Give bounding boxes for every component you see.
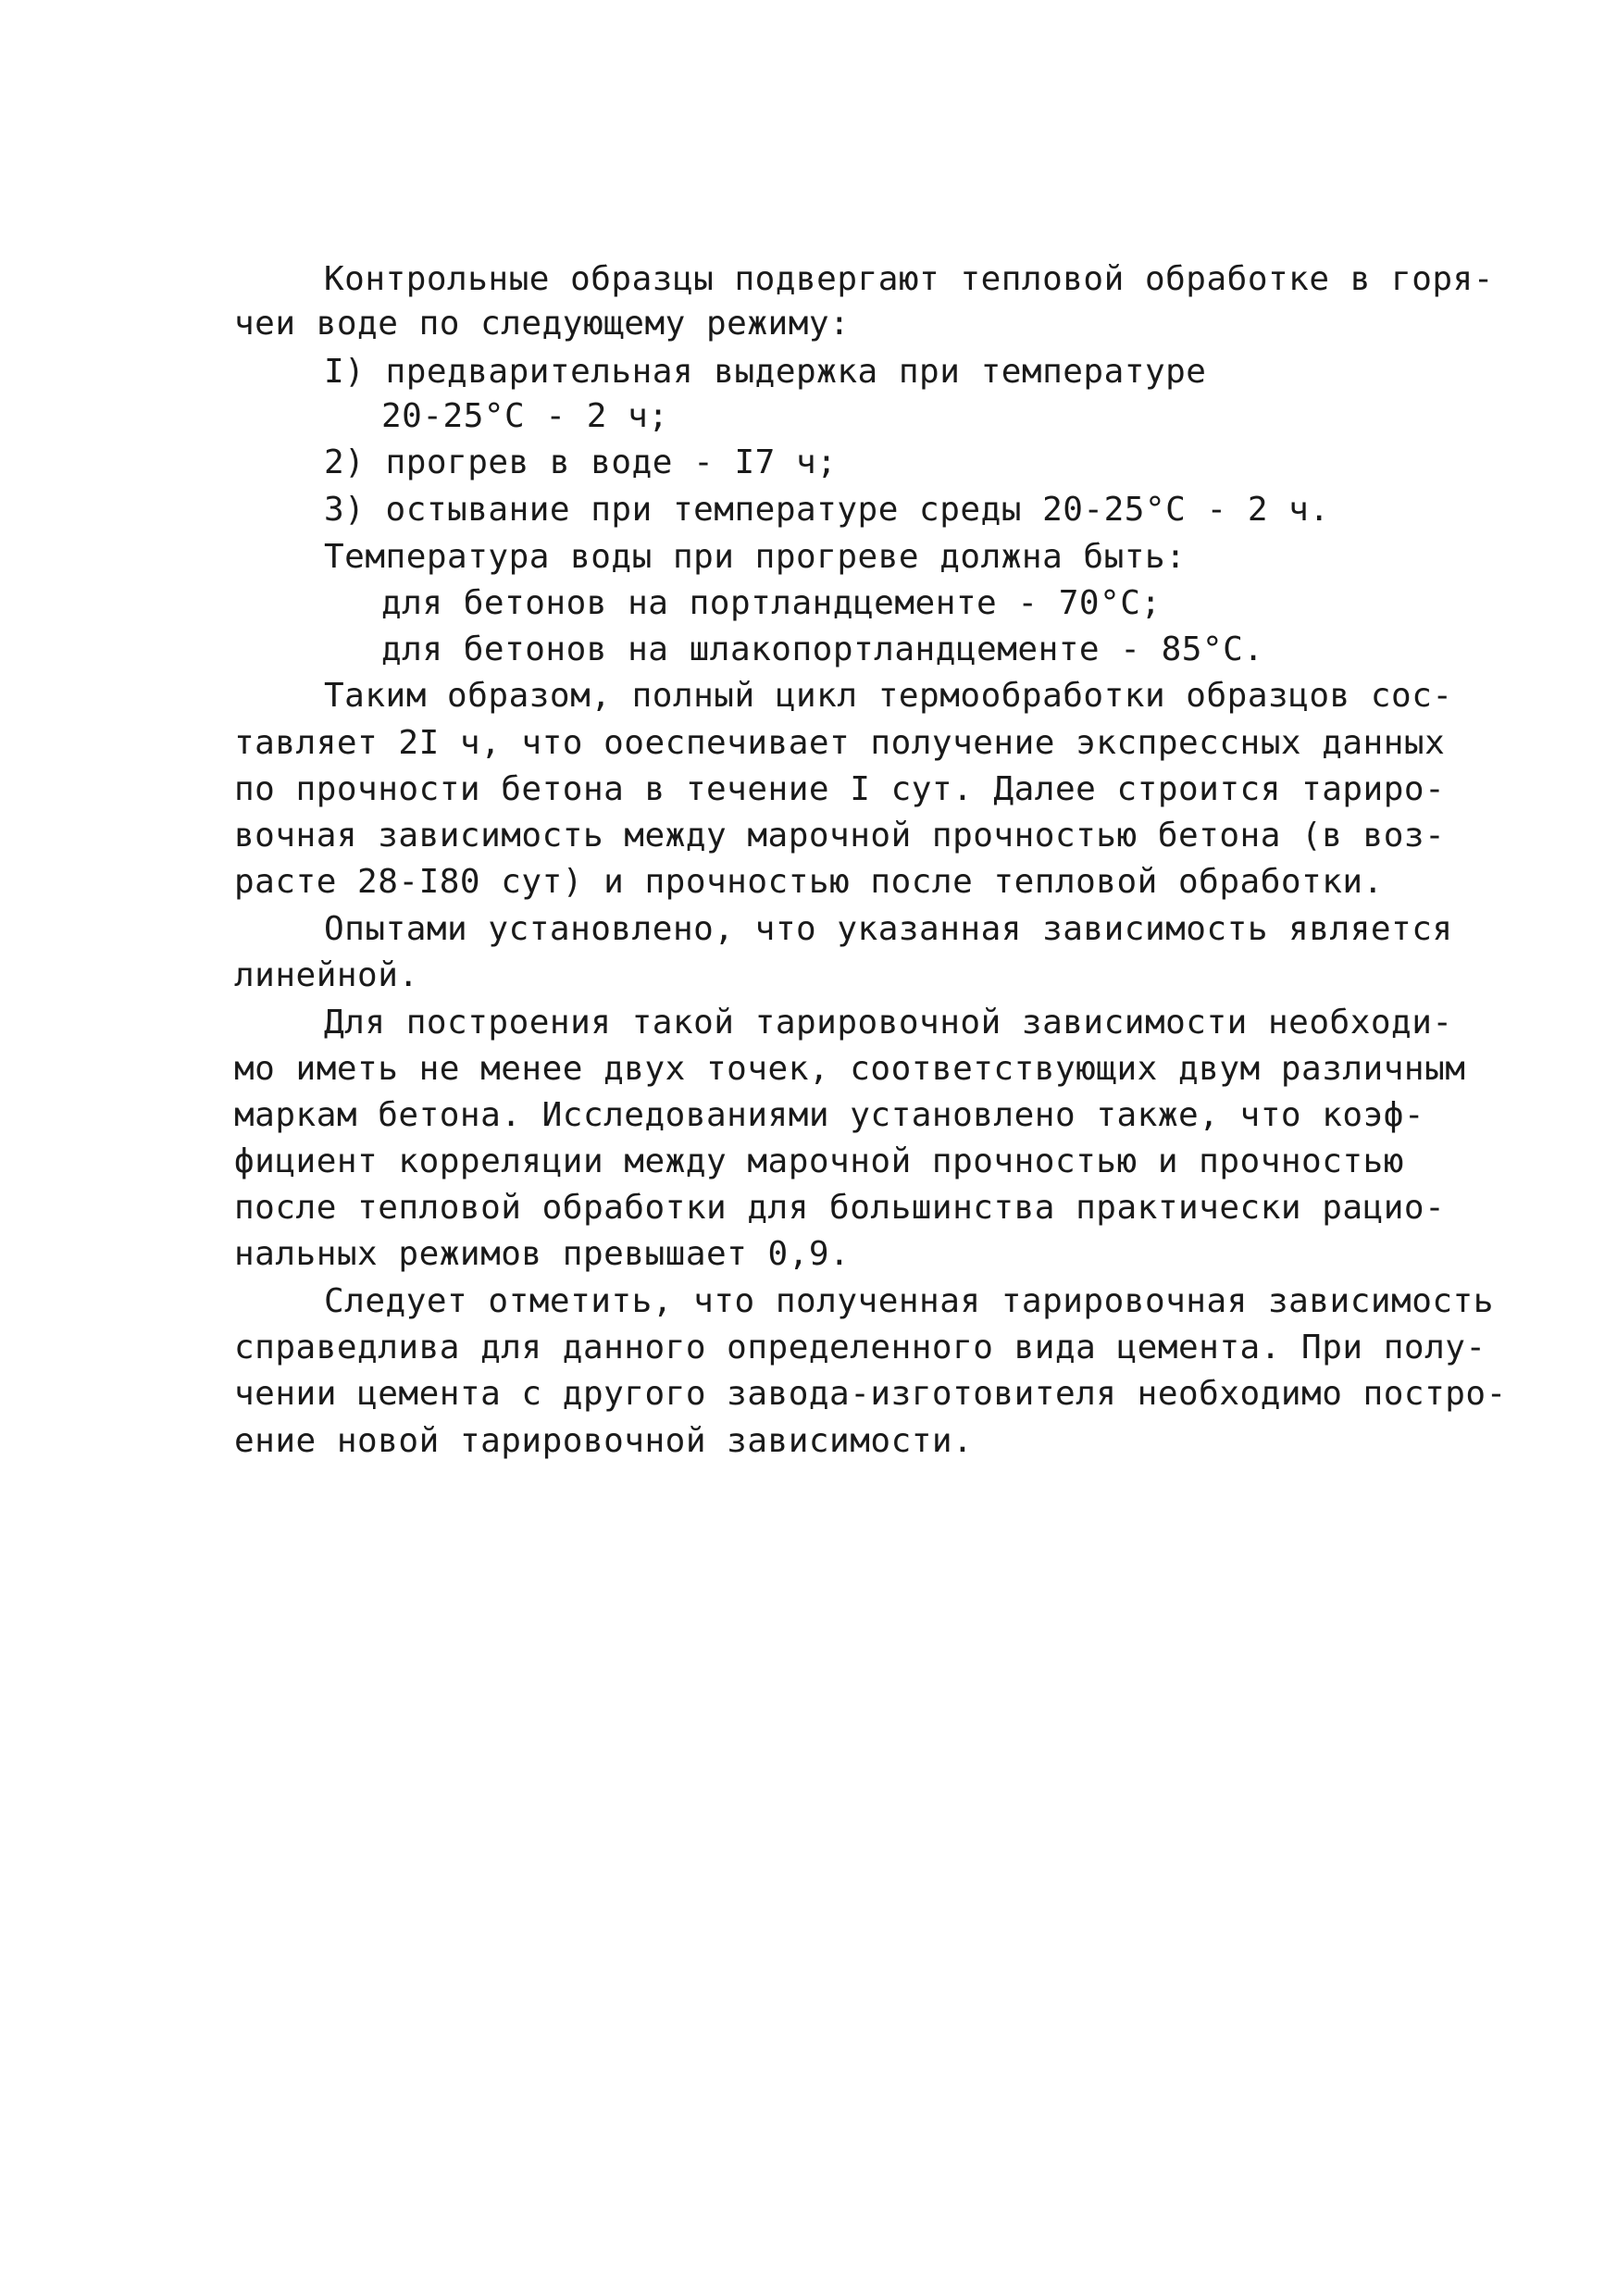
text-line: чении цемента с другого завода-изготовителя необходимо постро- (234, 1375, 1507, 1413)
text-line: Температура воды при прогреве должна быть: (324, 538, 1187, 576)
list-item-continuation: 20-25°С - 2 ч; (381, 397, 669, 435)
text-line: нальных режимов превышает 0,9. (234, 1235, 851, 1273)
text-line: фициент корреляции между марочной прочностью и прочностью (234, 1142, 1404, 1180)
text-line: для бетонов на портландцементе - 70°С; (381, 584, 1162, 622)
text-line: расте 28-I80 сут) и прочностью после тепловой обработки. (234, 863, 1384, 901)
list-item: 3) остывание при температуре среды 20-25°С - 2 ч. (324, 491, 1330, 529)
text-line: Следует отметить, что полученная тарировочная зависимость (324, 1282, 1494, 1320)
text-line: вочная зависимость между марочной прочностью бетона (в воз- (234, 817, 1446, 855)
text-line: Опытами установлено, что указанная зависимость является (324, 910, 1453, 948)
text-line: для бетонов на шлакопортландцементе - 85°С. (381, 630, 1264, 668)
text-line: маркам бетона. Исследованиями установлено также, что коэф- (234, 1096, 1425, 1134)
text-line: ение новой тарировочной зависимости. (234, 1422, 974, 1460)
text-line: Контрольные образцы подвергают тепловой обработке в горя- (324, 260, 1494, 298)
text-line: справедлива для данного определенного вида цемента. При полу- (234, 1329, 1486, 1366)
text-line: по прочности бетона в течение I сут. Далее строится тариро- (234, 770, 1446, 808)
text-line: линейной. (234, 956, 419, 994)
list-item: I) предварительная выдержка при температуре (324, 353, 1207, 391)
text-line: после тепловой обработки для большинства практически рацио- (234, 1189, 1446, 1227)
text-line: мо иметь не менее двух точек, соответствующих двум различным (234, 1050, 1466, 1088)
text-line: тавляет 2I ч, что ооеспечивает получение экспрессных данных (234, 724, 1446, 762)
text-line: чеи воде по следующему режиму: (234, 305, 851, 343)
text-line: Для построения такой тарировочной зависимости необходи- (324, 1004, 1453, 1042)
list-item: 2) прогрев в воде - I7 ч; (324, 443, 838, 481)
text-line: Таким образом, полный цикл термообработки образцов сос- (324, 677, 1453, 715)
